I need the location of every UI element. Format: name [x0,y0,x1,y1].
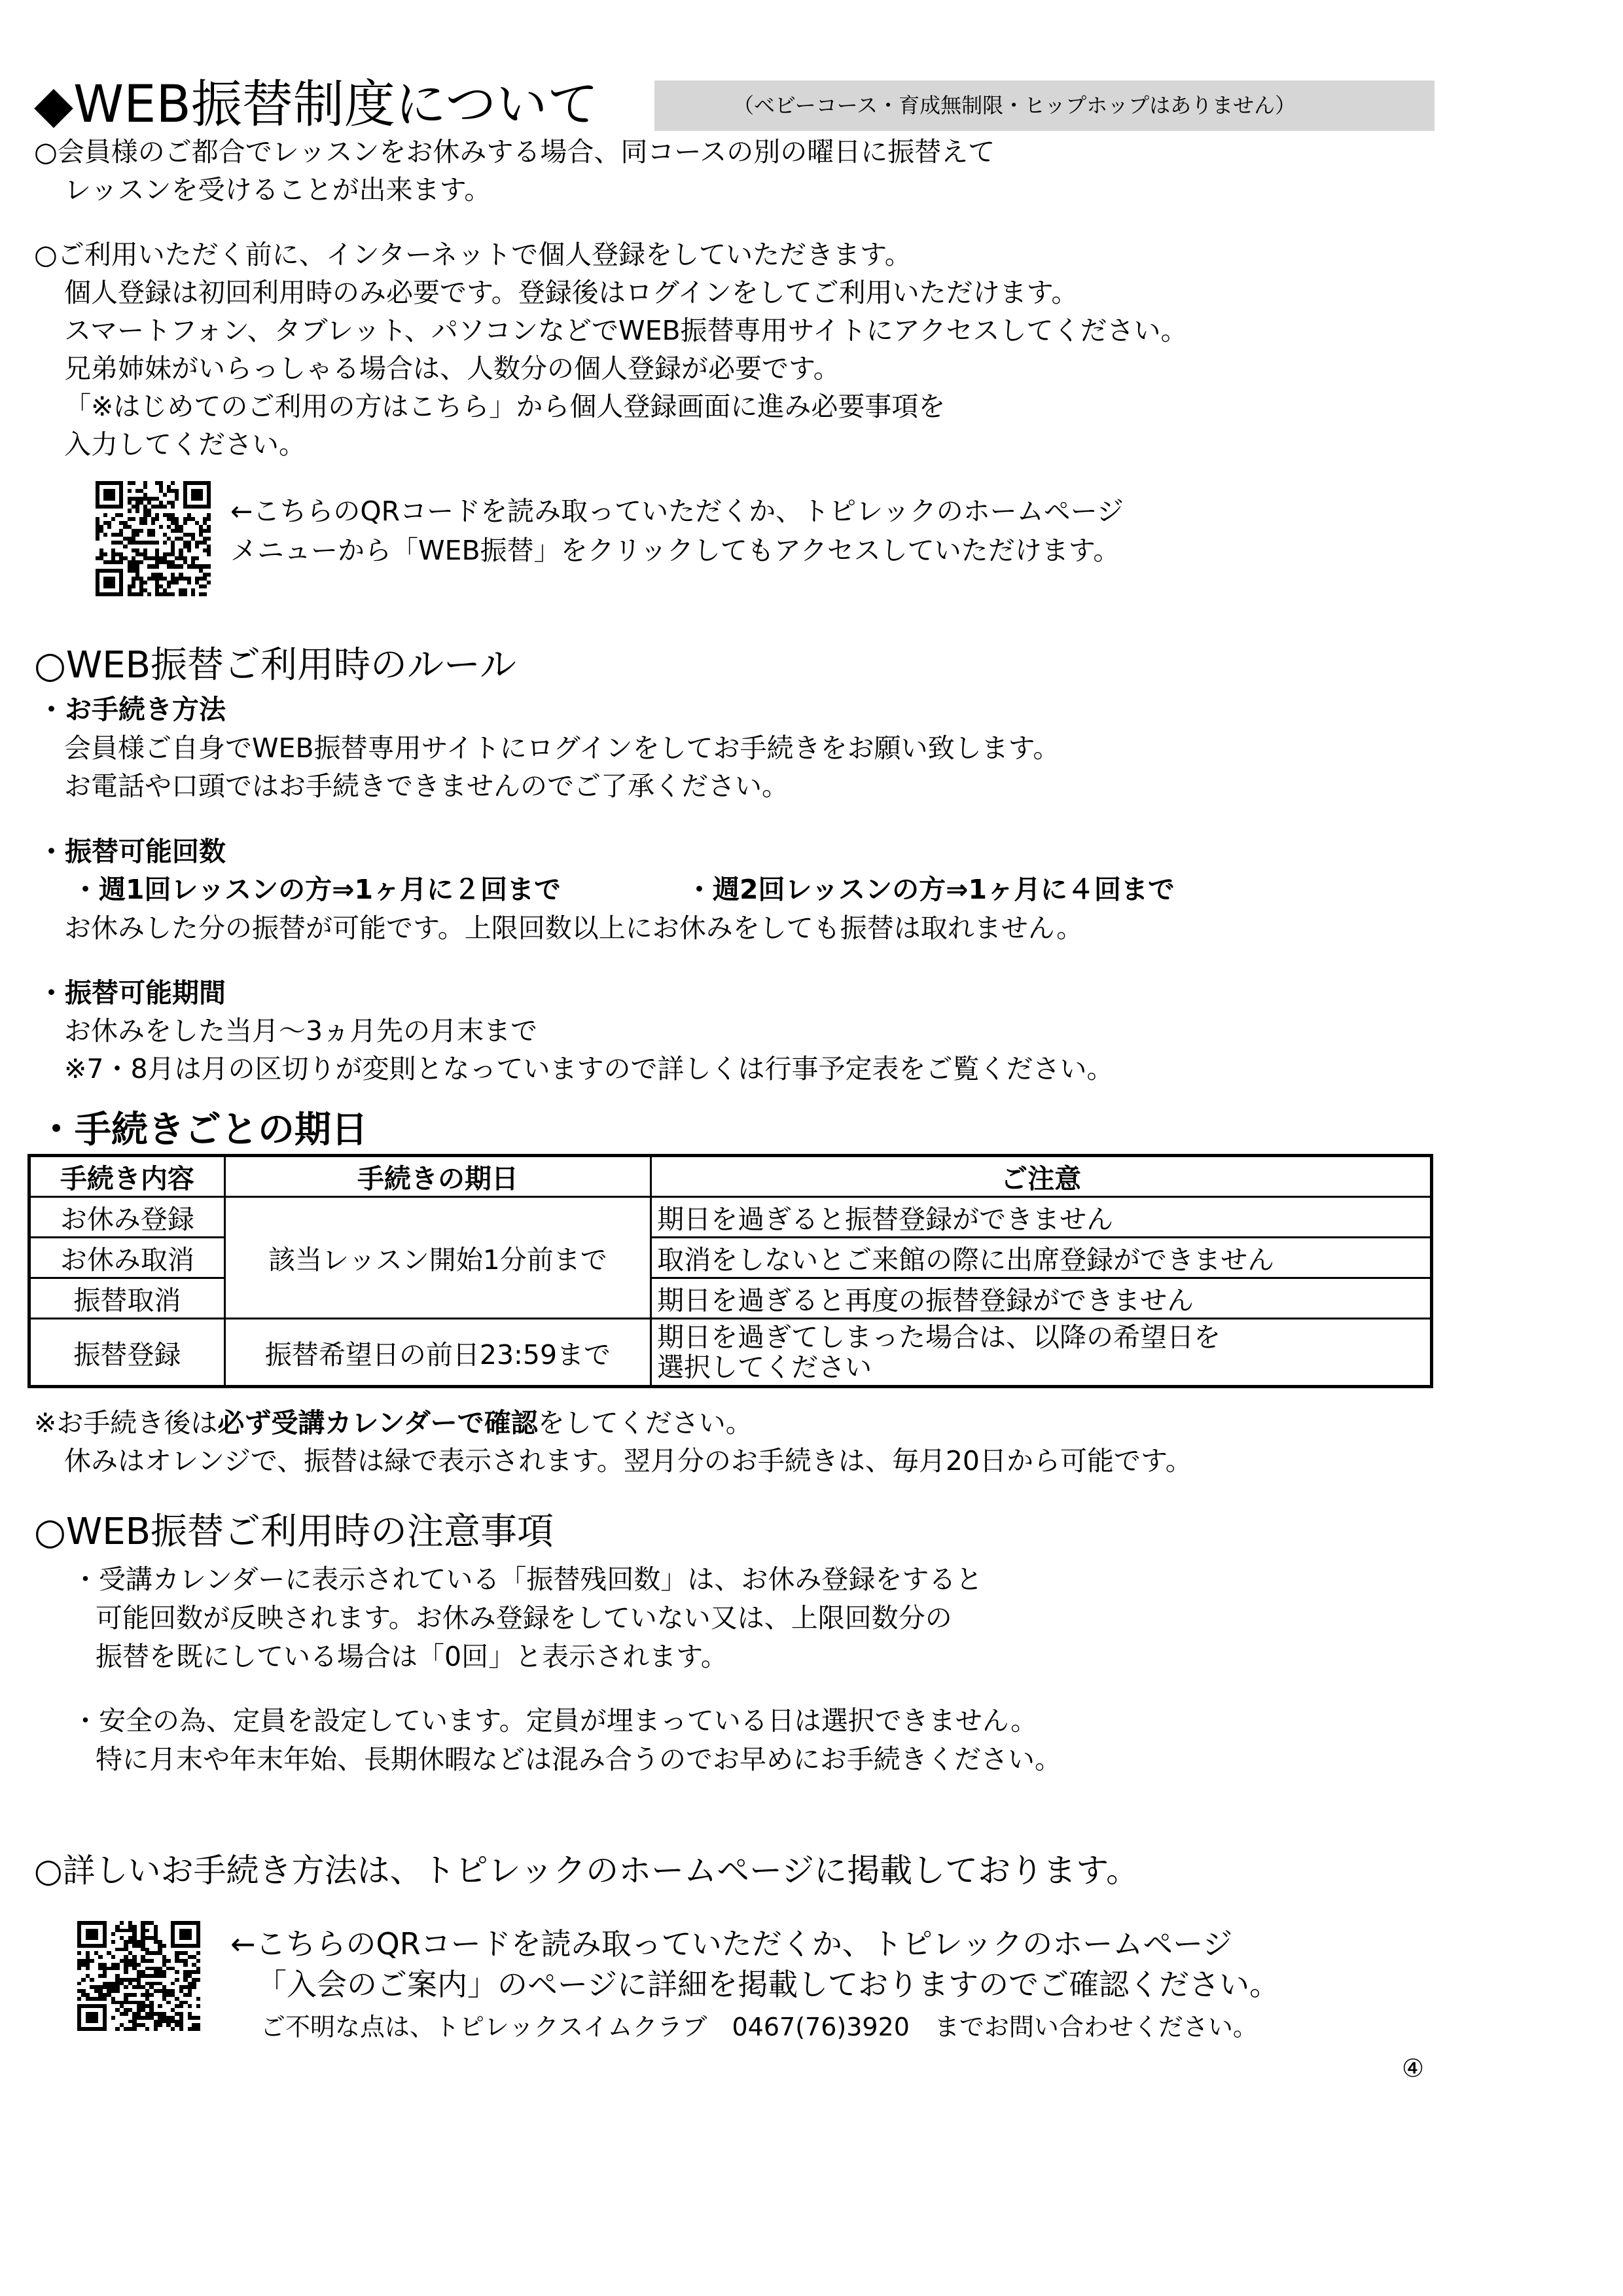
after-table-line2: 休みはオレンジで、振替は緑で表示されます。翌月分のお手続きは、毎月20日から可能です。 [64,1445,1192,1477]
details-qr-line1: ←こちらのQRコードを読み取っていただくか、トピレックのホームページ [230,1926,1233,1962]
excluded-note: （ベビーコース・育成無制限・ヒップホップはありません） [733,93,1296,118]
table-row [29,1319,1432,1387]
table-cell-note: 期日を過ぎると振替登録ができません [651,1197,1432,1238]
registration-line6: 入力してください。 [64,429,306,460]
after-table-prefix: ※お手続き後は [34,1407,218,1439]
caution1-line3: 振替を既にしている場合は「0回」と表示されます。 [96,1641,728,1672]
registration-line5: 「※はじめてのご利用の方はこちら」から個人登録画面に進み必要事項を [64,391,946,422]
registration-line2: 個人登録は初回利用時のみ必要です。登録後はログインをしてご利用いただけます。 [64,277,1079,308]
cautions-heading: ○WEB振替ご利用時の注意事項 [34,1511,554,1553]
excluded-note-box [654,81,1435,131]
registration-line3: スマートフォン、タブレット、パソコンなどでWEB振替専用サイトにアクセスしてください。 [64,315,1188,346]
table-cell-note [651,1319,1432,1387]
procedure-line1: 会員様ご自身でWEB振替専用サイトにログインをしてお手続きをお願い致します。 [64,732,1060,764]
table-cell-note: 取消をしないとご来館の際に出席登録ができません [651,1238,1432,1278]
count-twice: ・週2回レッスンの方⇒1ヶ月に４回まで [686,874,1175,905]
intro-line2: レッスンを受けることが出来ます。 [64,174,491,206]
table-cell-procedure: 振替取消 [29,1278,225,1319]
caution1-line2: 可能回数が反映されます。お休み登録をしていない又は、上限回数分の [96,1602,952,1634]
qr1-line2: メニューから「WEB振替」をクリックしてもアクセスしていただけます。 [230,535,1120,566]
period-line1: お休みをした当月～3ヵ月先の月末まで [64,1015,538,1047]
qr-code-icon [77,1921,200,2031]
period-line2: ※7・8月は月の区切りが変則となっていますので詳しくは行事予定表をご覧ください。 [64,1053,1114,1085]
note-line2: 選択してください [657,1352,872,1383]
intro-line1: ○会員様のご都合でレッスンをお休みする場合、同コースの別の曜日に振替えて [34,136,995,168]
table-cell-procedure: 振替登録 [29,1319,225,1387]
period-title: ・振替可能期間 [38,977,226,1009]
table-header-row [29,1156,1432,1197]
registration-line1: ○ご利用いただく前に、インターネットで個人登録をしていただきます。 [34,239,912,270]
after-table-bold: 必ず受講カレンダーで確認 [217,1407,538,1439]
caution2-line1: ・安全の為、定員を設定しています。定員が埋まっている日は選択できません。 [72,1705,1038,1736]
page-title: ◆WEB振替制度について [34,75,599,134]
procedure-line2: お電話や口頭ではお手続きできませんのでご了承ください。 [64,770,789,802]
table-row [29,1197,1432,1238]
count-title: ・振替可能回数 [38,836,226,867]
table-header: 手続き内容 [29,1156,225,1197]
caution2-line2: 特に月末や年末年始、長期休暇などは混み合うのでお早めにお手続きください。 [96,1744,1061,1775]
table-cell-note: 期日を過ぎると再度の振替登録ができません [651,1278,1432,1319]
after-table-suffix: をしてください。 [537,1407,753,1439]
caution1-line1: ・受講カレンダーに表示されている「振替残回数」は、お休み登録をすると [72,1564,983,1595]
after-table-line1 [34,1404,753,1442]
table-cell-procedure: お休み登録 [29,1197,225,1238]
qr1-line1: ←こちらのQRコードを読み取っていただくか、トピレックのホームページ [230,495,1124,527]
deadline-table [27,1154,1433,1388]
count-once: ・週1回レッスンの方⇒1ヶ月に２回まで [72,874,561,905]
deadline-title: ・手続きごとの期日 [38,1109,368,1151]
registration-line4: 兄弟姉妹がいらっしゃる場合は、人数分の個人登録が必要です。 [64,353,840,384]
note-line1: 期日を過ぎてしまった場合は、以降の希望日を [657,1321,1221,1353]
contact-line: ご不明な点は、トピレックスイムクラブ 0467(76)3920 までお問い合わせください。 [260,2013,1258,2041]
rules-heading: ○WEB振替ご利用時のルール [34,644,516,687]
table-cell-shared-deadline: 該当レッスン開始1分前まで [224,1197,651,1319]
details-qr-line2: 「入会のご案内」のページに詳細を掲載しておりますのでご確認ください。 [257,1967,1280,2002]
table-cell-procedure: お休み取消 [29,1238,225,1278]
page-number: ④ [1402,2054,1425,2083]
details-line: ○詳しいお手続き方法は、トピレックのホームページに掲載しております。 [34,1852,1139,1890]
table-header: 手続きの期日 [224,1156,651,1197]
count-note: お休みした分の振替が可能です。上限回数以上にお休みをしても振替は取れません。 [64,912,1084,944]
table-cell-deadline: 振替希望日の前日23:59まで [224,1319,651,1387]
table-header: ご注意 [651,1156,1432,1197]
qr-code-icon [96,481,211,596]
procedure-title: ・お手続き方法 [38,694,226,725]
